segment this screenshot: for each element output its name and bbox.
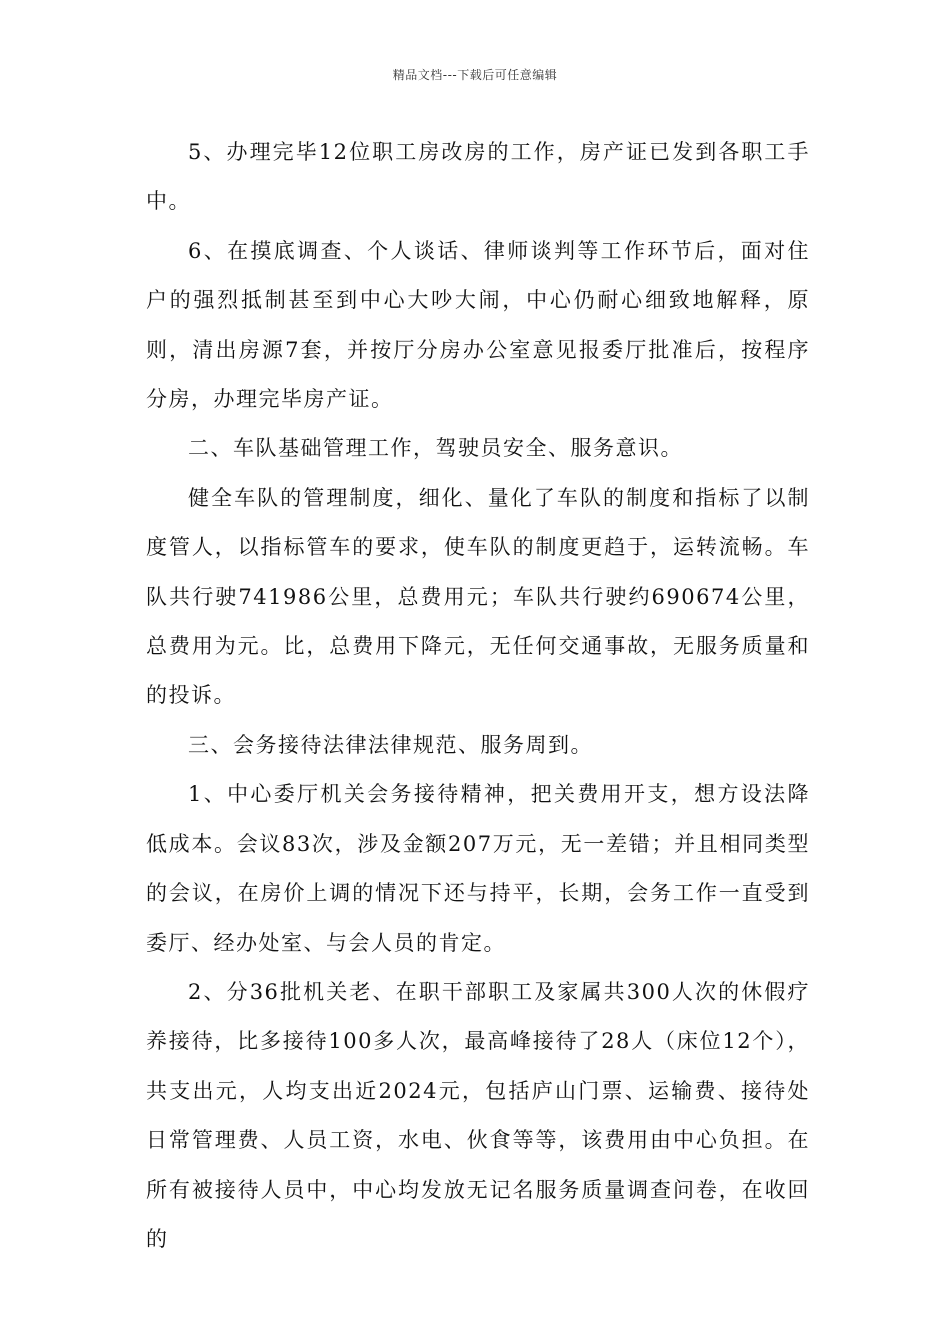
paragraph-item-5: 5、办理完毕12位职工房改房的工作，房产证已发到各职工手中。 bbox=[146, 140, 810, 214]
paragraph-conference-1: 1、中心委厅机关会务接待精神，把关费用开支，想方设法降低成本。会议83次，涉及金额207万元，无一差错；并且相同类型的会议，在房价上调的情况下还与持平，长期，会务工作一直受到委厅、经办处室、与会人员的肯定。 bbox=[146, 782, 810, 955]
paragraph-item-6: 6、在摸底调查、个人谈话、律师谈判等工作环节后，面对住户的强烈抵制甚至到中心大吵大闹，中心仍耐心细致地解释，原则，清出房源7套，并按厅分房办公室意见报委厅批准后，按程序分房，办理完毕房产证。 bbox=[146, 238, 810, 412]
document-body bbox=[146, 128, 810, 1264]
section-heading-conference: 三、会务接待法律法律规范、服务周到。 bbox=[188, 732, 593, 757]
paragraph-fleet-management: 健全车队的管理制度，细化、量化了车队的制度和指标了以制度管人，以指标管车的要求，使车队的制度更趋于，运转流畅。车队共行驶741986公里，总费用元；车队共行驶约690674公里，总费用为元。比，总费用下降元，无任何交通事故，无服务质量和的投诉。 bbox=[146, 485, 811, 708]
section-heading-fleet: 二、车队基础管理工作，驾驶员安全、服务意识。 bbox=[188, 436, 683, 461]
paragraph-conference-2: 2、分36批机关老、在职干部职工及家属共300人次的休假疗养接待，比多接待100多人次，最高峰接待了28人（床位12个），共支出元，人均支出近2024元，包括庐山门票、运输费、接待处日常管理费、人员工资，水电、伙食等等，该费用由中心负担。在所有被接待人员中，中心均发放无记名服务质量调查问卷，在收回的 bbox=[146, 979, 810, 1251]
page-header: 精品文档---下载后可任意编辑 bbox=[392, 68, 558, 82]
